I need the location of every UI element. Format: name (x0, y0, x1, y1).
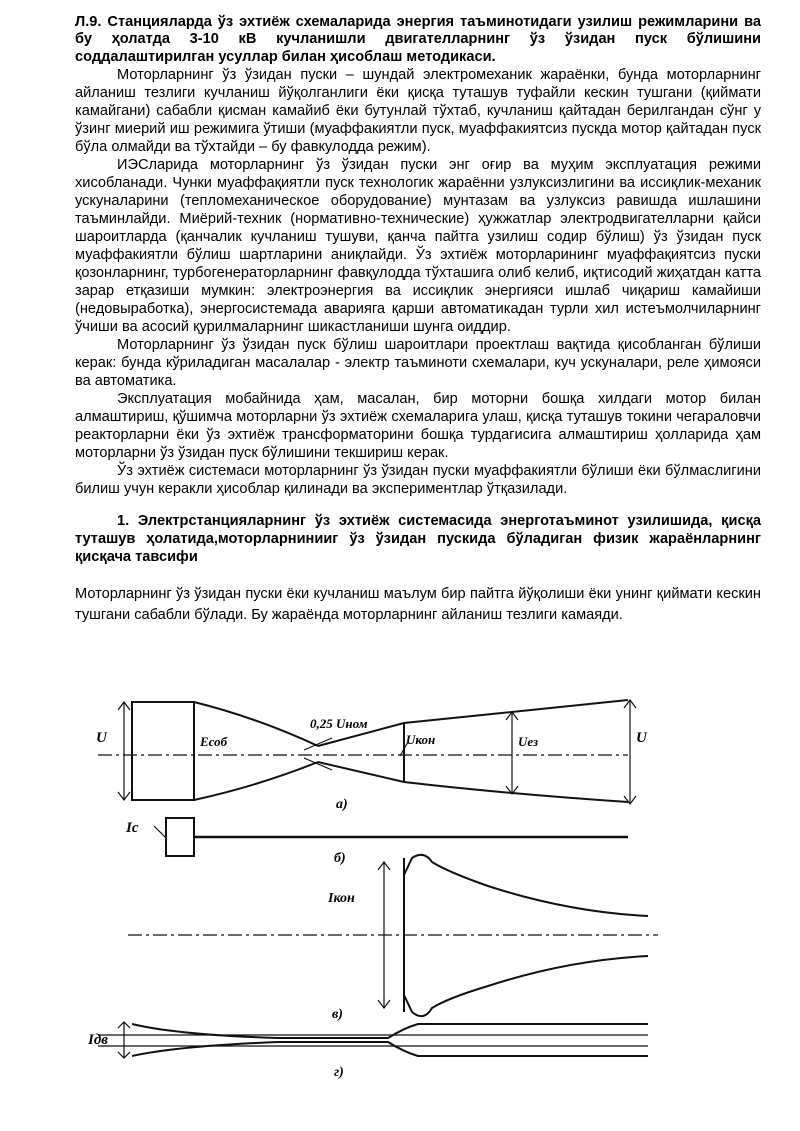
envelope-lower-decay (194, 762, 318, 800)
motor-current-upper (132, 1024, 648, 1038)
label-b: б) (334, 851, 346, 866)
label-v: в) (332, 1007, 343, 1022)
label-i-dv: Iдв (88, 1032, 108, 1048)
intro-paragraph: Моторларнинг ўз ўзидан пуски ёки кучланиш маълум бир пайтга йўқолиши ёки унинг қиймати кескин тушгани сабабли бўлади. Бу жараёнда моторларнинг айланиш тезлиги камаяди. (75, 586, 761, 624)
paragraph-1: Моторларнинг ўз ўзидан пуски – шундай электромеханик жараёнки, бунда моторларнинг айланиш тезлиги кучланиш йўқолганлиги ёки қисқа туташув туфайли кескин тушгани (қиймати камайгани) сабабли қисман камайиб ёки бутунлай тўхтаб, кучланиш қайтадан берилгандан сўнг у ўзинг миерий иш режимига ўтиши (муаффакиятли пуск, муаффакиятсиз пускда мотор қайтадан пуск бўла олмайди ва тўхтайди – бу фавкулодда режим). (75, 67, 761, 156)
label-u-left: U (96, 730, 107, 746)
label-u-right: U (636, 730, 647, 746)
label-u-kon: Uкон (406, 732, 436, 747)
paragraph-5: Ўз эхтиёж системаси моторларнинг ўз ўзидан пуски муаффакиятли бўлиши ёки бўлмаслигини билиш учун керакли ҳисоблар қилинади ва экспериментлар ўтқазилади. (75, 463, 761, 498)
label-e-sob: Eсоб (200, 734, 228, 749)
label-a: а) (336, 797, 348, 812)
current-lower (404, 956, 648, 1016)
subsection-title: 1. Электрстанцияларнинг ўз эхтиёж системасида энерготаъминот узилишида, қисқа туташув ҳолатида,моторларнинииг ўз ўзидан пускида бўладиган физик жараёнларнинг қисқача тавсифи (75, 513, 761, 566)
label-025-unom: 0,25 Uном (310, 716, 368, 731)
label-u-es: Uез (518, 734, 539, 749)
ic-pulse (166, 818, 194, 856)
label-i-kon: Iкон (328, 891, 355, 906)
label-g: г) (334, 1065, 344, 1080)
initial-voltage-block (132, 702, 194, 800)
paragraph-4: Эксплуатация мобайнида ҳам, масалан, бир моторни бошқа хилдаги мотор билан алмаштириш, қўшимча моторларни ўз эхтиёж схемаларига улаш, қисқа туташув токини чегараловчи реакторларни ёки ўз эхтиёж трансформаторини бошқа турдагисига алмаштириш ҳолларида ҳам моторларни ўз ўзидан пуск бўлишини текшириш керак. (75, 391, 761, 462)
paragraph-2: ИЭСларида моторларнинг ўз ўзидан пуски энг оғир ва муҳим эксплуатация режими хисобланади. Чунки муаффақиятли пуск технологик жараённи узлуксизлигини ва иссиқлик-механик ускуналарини (тепломеханическое оборудование) мунтазам ва узлуксиз равишда ишлашини таъминлайди. Миёрий-техник (нормативно-технические) ҳужжатлар электродвигателларни қайси шароитларда (қанчалик кучланиш тушуви, қанча пайтга узилиш содир бўлиш) ўз ўзидан пуск муаффакиятли бўлиш шартларини аниқлайди. Ўз эхтиёж моторларининг муаффақиятсиз пуски қозонларнинг, турбогенераторларнинг фавқулодда тўхташига олиб келиб, иқтисодий жиҳатдан катта зарар етқазиши мумкин: электроэнергия ва иссиқлик энергияси ишлаб чиқариш камайиши (недовыработка), энергосистемада аварияга қарши автоматикадан турли хил истеъмолчиларнинг ўчиши ва асосий қурилмаларнинг шикастланиши шунга оиддир. (75, 157, 761, 336)
label-ic: Iс (126, 820, 139, 836)
section-heading: Л.9. Станцияларда ўз эхтиёж схемаларида энергия таъминотидаги узилиш режимларини ва бу ҳолатда 3-10 кВ кучланишли двигателларнинг ўз ўзидан пуск бўлишини соддалаштирилган усуллар билан ҳисоблаш методикаси. (75, 14, 761, 65)
motor-current-lower (132, 1042, 648, 1056)
envelope-lower-recovery (318, 762, 628, 802)
current-upper (404, 855, 648, 916)
document-page (75, 14, 761, 626)
paragraph-3: Моторларнинг ўз ўзидан пуск бўлиш шароитлари проектлаш вақтида қисобланган бўлиши керак: бунда кўриладиган масалалар - электр таъминоти схемалари, куч ускуналари, реле ҳимояси ва автоматика. (75, 337, 761, 390)
waveform-figure (88, 690, 688, 1110)
